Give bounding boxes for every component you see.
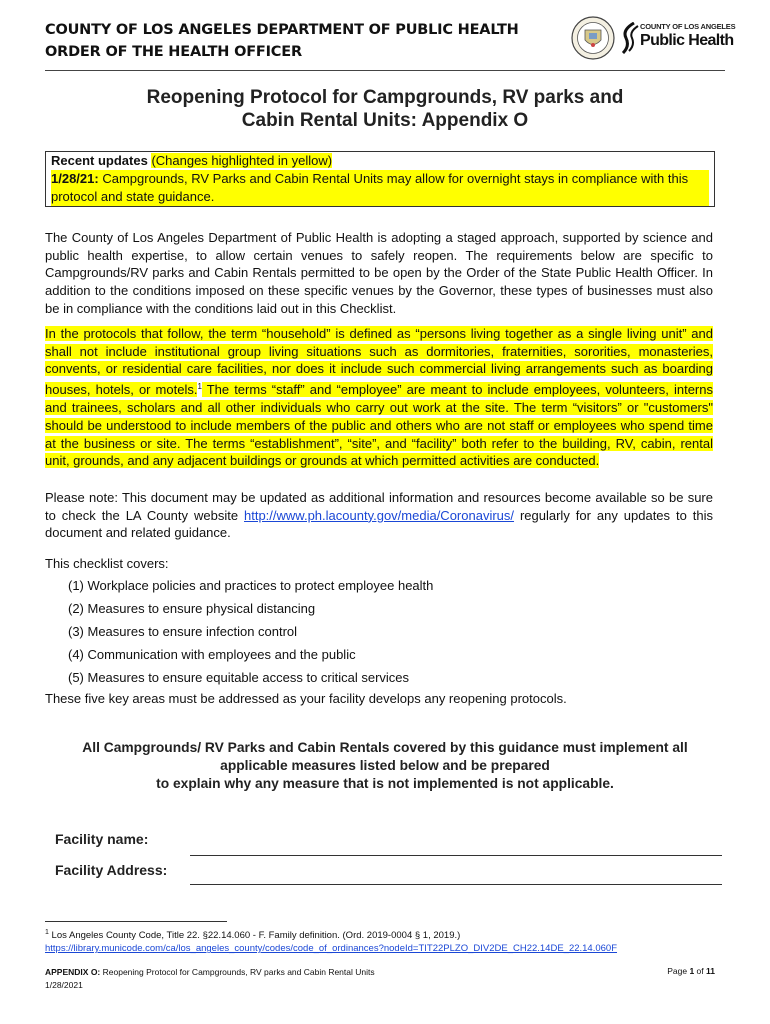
requirement-line-1: All Campgrounds/ RV Parks and Cabin Rentals covered by this guidance must implement all: [82, 740, 688, 755]
footnote-number: 1: [45, 929, 49, 936]
footnote-link[interactable]: https://library.municode.com/ca/los_angeles_county/codes/code_of_ordinances?nodeId=TIT22PLZO_DIV2DE_CH22.14DE_22.14.060F: [45, 943, 618, 955]
facility-address-label: Facility Address:: [55, 862, 168, 878]
header-order: ORDER OF THE HEALTH OFFICER: [45, 44, 302, 60]
updates-heading-note: (Changes highlighted in yellow): [151, 153, 333, 168]
page-total: 11: [706, 966, 715, 976]
list-item: (2) Measures to ensure physical distancing: [68, 601, 316, 616]
list-item: (3) Measures to ensure infection control: [68, 624, 298, 639]
definitions-part-1: In the protocols that follow, the term “household” is defined as “persons living together as a single living unit” and shall not include institutional group living situations such as dormitories, fraternities, sororities, monasteries, convents, or residential care facilities, nor does it include such commercial living arrangements such as boarding houses, hotels, or motels.: [45, 326, 713, 398]
requirement-line-3: to explain why any measure that is not implemented is not applicable.: [156, 776, 614, 791]
definitions-paragraph: [45, 325, 713, 470]
facility-address-field[interactable]: [190, 884, 722, 885]
page-prefix: Page: [667, 966, 690, 976]
logo-public-health-text: Public Health: [640, 32, 734, 49]
footnote-reference: 1: [197, 382, 202, 392]
footer-date: 1/28/2021: [45, 980, 83, 990]
note-text-after: regularly for any updates to this document and related guidance.: [45, 507, 713, 541]
public-health-logo: [620, 20, 736, 60]
requirement-line-2: applicable measures listed below and be prepared: [220, 758, 550, 773]
title-line-2: Cabin Rental Units: Appendix O: [241, 110, 529, 131]
header-divider: [45, 70, 725, 71]
facility-name-label: Facility name:: [55, 831, 149, 847]
updates-heading: Recent updates: [51, 153, 148, 168]
page-current: 1: [689, 966, 695, 976]
recent-updates-box: [45, 151, 715, 207]
list-item: (5) Measures to ensure equitable access to critical services: [68, 670, 410, 685]
page-of: of: [694, 966, 706, 976]
page-number: [667, 966, 715, 976]
footnote-divider: [45, 921, 227, 922]
checklist-intro: This checklist covers:: [45, 556, 169, 571]
checklist-items: [68, 576, 433, 691]
note-text-before: Please note: This document may be updated as additional information and resources become available so be sure to check the LA County website: [45, 490, 713, 523]
page-footer-left: [45, 966, 375, 992]
footnote-text: Los Angeles County Code, Title 22. §22.14.060 - F. Family definition. (Ord. 2019-0004 § 1, 2019.): [51, 930, 461, 942]
intro-paragraph: The County of Los Angeles Department of Public Health is adopting a staged approach, supported by science and public health expertise, to allow certain venues to safely reopen. The requirements below are specific to Campgrounds/RV parks and Cabin Rentals permitted to be open by the Order of the State Public Health Officer. In addition to the conditions imposed on these specific venues by the Governor, these types of businesses must also be in compliance with the conditions laid out in this Checklist.: [45, 230, 713, 316]
page-title: [45, 86, 725, 132]
title-line-1: Reopening Protocol for Campgrounds, RV parks and: [146, 87, 624, 108]
la-county-website-link[interactable]: http://www.ph.lacounty.gov/media/Coronavirus/: [244, 507, 515, 523]
list-item: (1) Workplace policies and practices to protect employee health: [68, 578, 434, 593]
update-text: Campgrounds, RV Parks and Cabin Rental Units may allow for overnight stays in compliance with this protocol and state guidance.: [51, 171, 689, 204]
header-department: COUNTY OF LOS ANGELES DEPARTMENT OF PUBLIC HEALTH: [45, 22, 519, 38]
note-paragraph: [45, 489, 713, 542]
list-item: (4) Communication with employees and the public: [68, 647, 356, 662]
requirement-statement: [45, 739, 725, 793]
update-date: 1/28/21:: [51, 171, 99, 186]
facility-name-field[interactable]: [190, 855, 722, 856]
definitions-part-2: The terms “staff” and “employee” are meant to include employees, volunteers, interns and trainees, scholars and all other individuals who carry out work at the site. The term “visitors” or "customers" should be understood to include members of the public and others who are not staff or employees who spend time at the business or site. The terms “establishment”, “site”, and “facility” both refer to the building, RV, cabin, rental unit, grounds, and any adjacent buildings or grounds at which permitted activities are conducted.: [45, 382, 713, 469]
public-health-logo-icon: [620, 22, 640, 54]
logo-county-text: COUNTY OF LOS ANGELES: [640, 22, 736, 31]
footnote: [45, 926, 735, 955]
checklist-closing: These five key areas must be addressed as your facility develops any reopening protocols.: [45, 691, 567, 706]
county-seal-icon: [571, 16, 615, 60]
footer-appendix-label: APPENDIX O:: [45, 967, 101, 977]
footer-appendix-text: Reopening Protocol for Campgrounds, RV parks and Cabin Rental Units: [100, 967, 375, 977]
